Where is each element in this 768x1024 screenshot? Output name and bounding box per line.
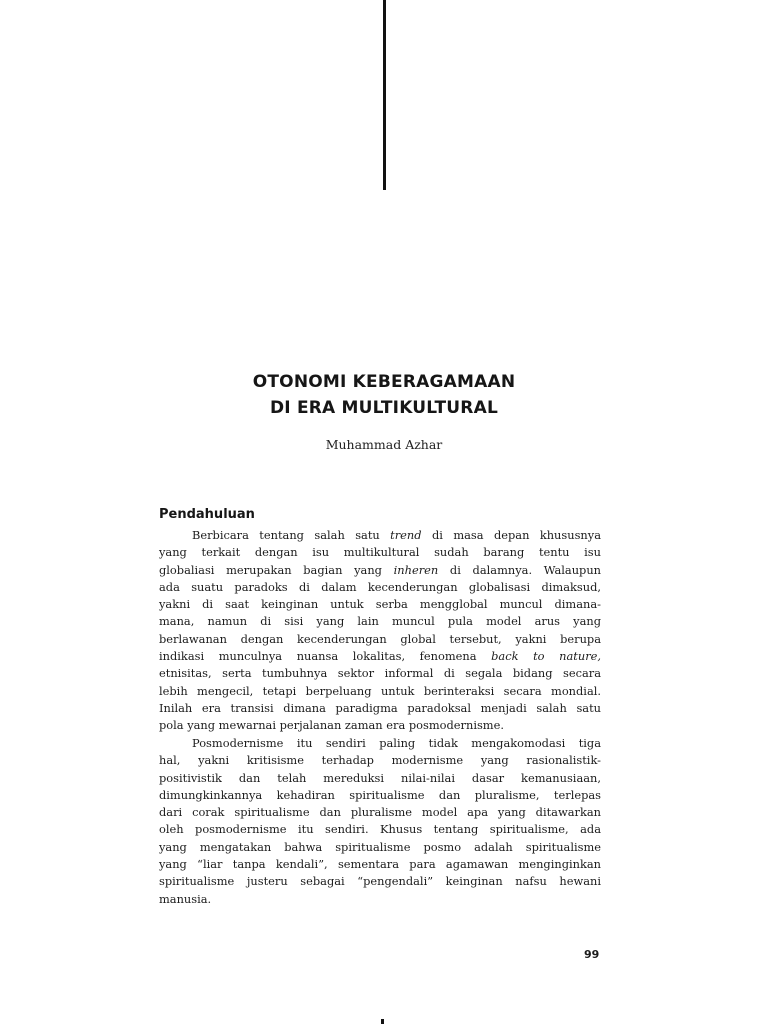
author-name: Muhammad Azhar (325, 437, 443, 452)
bottom-mark (381, 1019, 384, 1024)
paragraph-line: pola yang mewarnai perjalanan zaman era posmodernisme. (159, 718, 504, 733)
paragraph-line: dari corak spiritualisme dan pluralisme model apa yang ditawarkan (159, 805, 601, 820)
paragraph-2 (159, 735, 601, 908)
top-vertical-rule (383, 0, 386, 190)
paragraph-line: Inilah era transisi dimana paradigma paradoksal menjadi salah satu (159, 700, 601, 715)
paragraph-line: yakni di saat keinginan untuk serba mengglobal muncul dimana- (159, 597, 601, 612)
paragraph-line: hal, yakni kritisisme terhadap modernisme yang rasionalistik- (159, 753, 601, 768)
article-title-line-2: DI ERA MULTIKULTURAL (270, 398, 498, 418)
paragraph-line: dimungkinkannya kehadiran spiritualisme dan pluralisme, terlepas (159, 787, 601, 802)
paragraph-line: ada suatu paradoks di dalam kecenderungan globalisasi dimaksud, (159, 579, 601, 594)
paragraph-line: Berbicara tentang salah satu trend di masa depan khususnya (192, 528, 601, 542)
paragraph-line: yang “liar tanpa kendali”, sementara para agamawan menginginkan (159, 857, 601, 872)
paragraph-line: indikasi munculnya nuansa lokalitas, fenomena back to nature, (159, 649, 601, 664)
paragraph-line: spiritualisme justeru sebagai “pengendali” keinginan nafsu hewani (159, 874, 601, 889)
paragraph-line: manusia. (159, 891, 212, 906)
page-number: 99 (584, 948, 600, 961)
paragraph-line: lebih mengecil, tetapi berpeluang untuk berinteraksi secara mondial. (159, 683, 601, 698)
paragraph-line: etnisitas, serta tumbuhnya sektor informal di segala bidang secara (159, 666, 601, 681)
paragraph-line: yang mengatakan bahwa spiritualisme posmo adalah spiritualisme (159, 839, 601, 854)
paragraph-1 (159, 527, 601, 735)
paragraph-line: mana, namun di sisi yang lain muncul pula model arus yang (159, 614, 601, 629)
paragraph-line: oleh posmodernisme itu sendiri. Khusus tentang spiritualisme, ada (159, 822, 601, 837)
italic-term: inheren (393, 562, 439, 577)
paragraph-line: yang terkait dengan isu multikultural sudah barang tentu isu (159, 545, 601, 560)
italic-term: trend (390, 528, 422, 542)
paragraph-line: globaliasi merupakan bagian yang inheren di dalamnya. Walaupun (159, 562, 601, 577)
paragraph-line: positivistik dan telah mereduksi nilai-nilai dasar kemanusiaan, (159, 770, 601, 785)
article-title-line-1: OTONOMI KEBERAGAMAAN (252, 372, 516, 392)
section-heading: Pendahuluan (159, 507, 255, 522)
paragraph-line: berlawanan dengan kecenderungan global tersebut, yakni berupa (159, 631, 601, 646)
italic-term: back to nature, (491, 649, 601, 664)
paragraph-line: Posmodernisme itu sendiri paling tidak mengakomodasi tiga (192, 736, 601, 750)
